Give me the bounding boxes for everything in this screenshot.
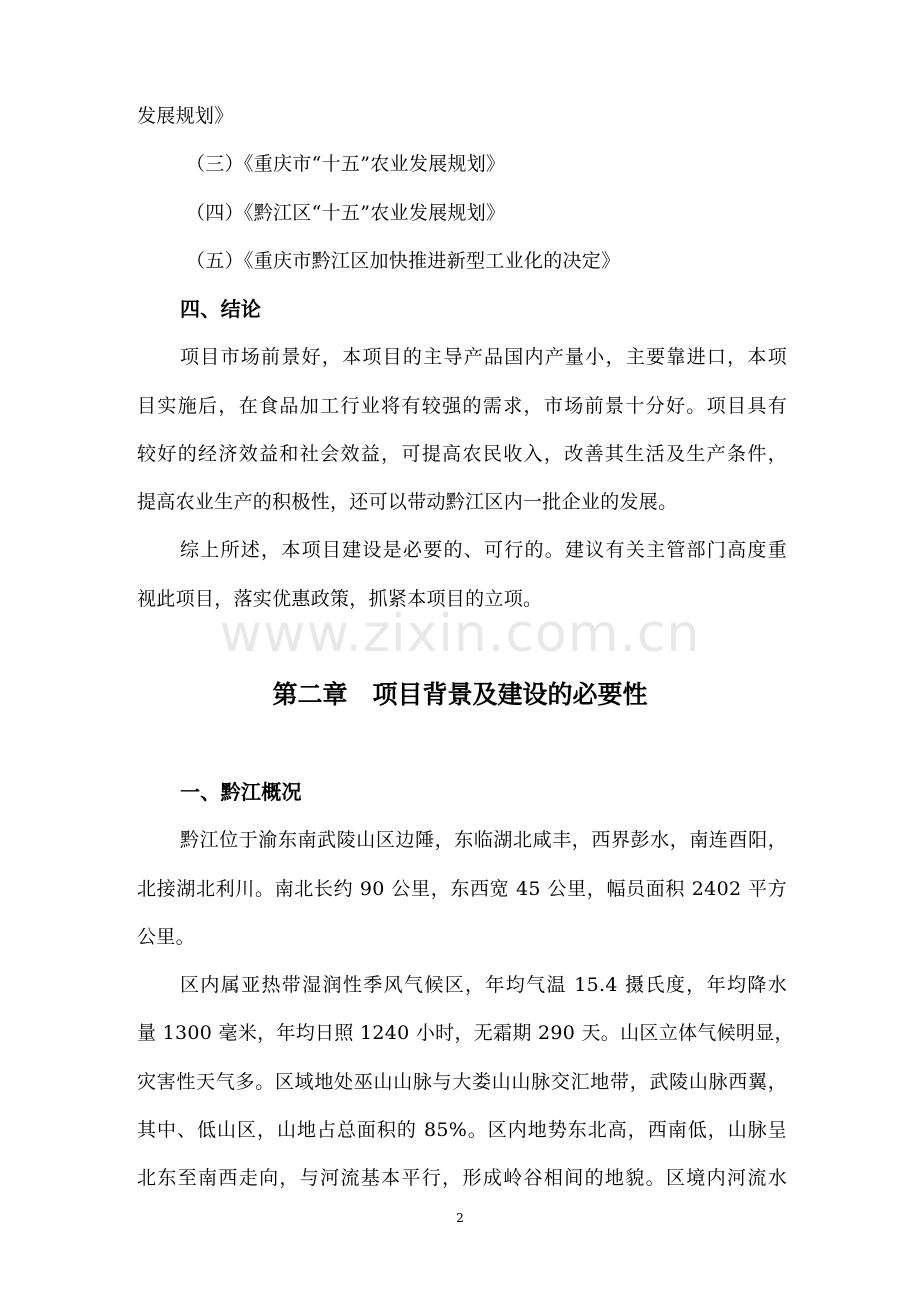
- reference-item-4: （四）《黔江区“十五”农业发展规划》: [186, 202, 506, 224]
- paragraph-line: 综上所述，本项目建设是必要的、可行的。建议有关主管部门高度重: [180, 539, 787, 561]
- reference-item-5: （五）《重庆市黔江区加快推进新型工业化的决定》: [186, 250, 621, 272]
- chapter-title: 第二章 项目背景及建设的必要性: [272, 680, 648, 709]
- paragraph-line: 公里。: [137, 926, 195, 948]
- paragraph-line: 提高农业生产的积极性，还可以带动黔江区内一批企业的发展。: [137, 491, 678, 513]
- text-line-continuation: 发展规划》: [137, 105, 234, 127]
- paragraph-line: 区内属亚热带湿润性季风气候区，年均气温 15.4 摄氏度，年均降水: [180, 974, 787, 996]
- paragraph-line: 目实施后，在食品加工行业将有较强的需求，市场前景十分好。项目具有: [137, 395, 787, 417]
- paragraph-line: 较好的经济效益和社会效益，可提高农民收入，改善其生活及生产条件，: [137, 443, 787, 465]
- section-heading-overview: 一、黔江概况: [180, 780, 302, 804]
- reference-item-3: （三）《重庆市“十五”农业发展规划》: [186, 153, 506, 175]
- paragraph-line: 视此项目，落实优惠政策，抓紧本项目的立项。: [137, 588, 543, 610]
- page-number: 2: [456, 1211, 464, 1225]
- paragraph-line: 北接湖北利川。南北长约 90 公里，东西宽 45 公里，幅员面积 2402 平方: [137, 878, 787, 900]
- section-heading-conclusion: 四、结论: [180, 297, 262, 321]
- paragraph-line: 黔江位于渝东南武陵山区边陲，东临湖北咸丰，西界彭水，南连酉阳，: [180, 829, 787, 851]
- watermark: www.zixin.com.cn: [219, 604, 701, 664]
- paragraph-line: 项目市场前景好，本项目的主导产品国内产量小，主要靠进口，本项: [180, 346, 787, 368]
- paragraph-line: 量 1300 毫米，年均日照 1240 小时，无霜期 290 天。山区立体气候明显，: [137, 1022, 794, 1044]
- paragraph-line: 灾害性天气多。区域地处巫山山脉与大娄山山脉交汇地带，武陵山脉西翼，: [137, 1071, 787, 1093]
- paragraph-line: 其中、低山区，山地占总面积的 85%。区内地势东北高，西南低，山脉呈: [137, 1119, 787, 1141]
- paragraph-line: 北东至南西走向，与河流基本平行，形成岭谷相间的地貌。区境内河流水: [137, 1167, 787, 1189]
